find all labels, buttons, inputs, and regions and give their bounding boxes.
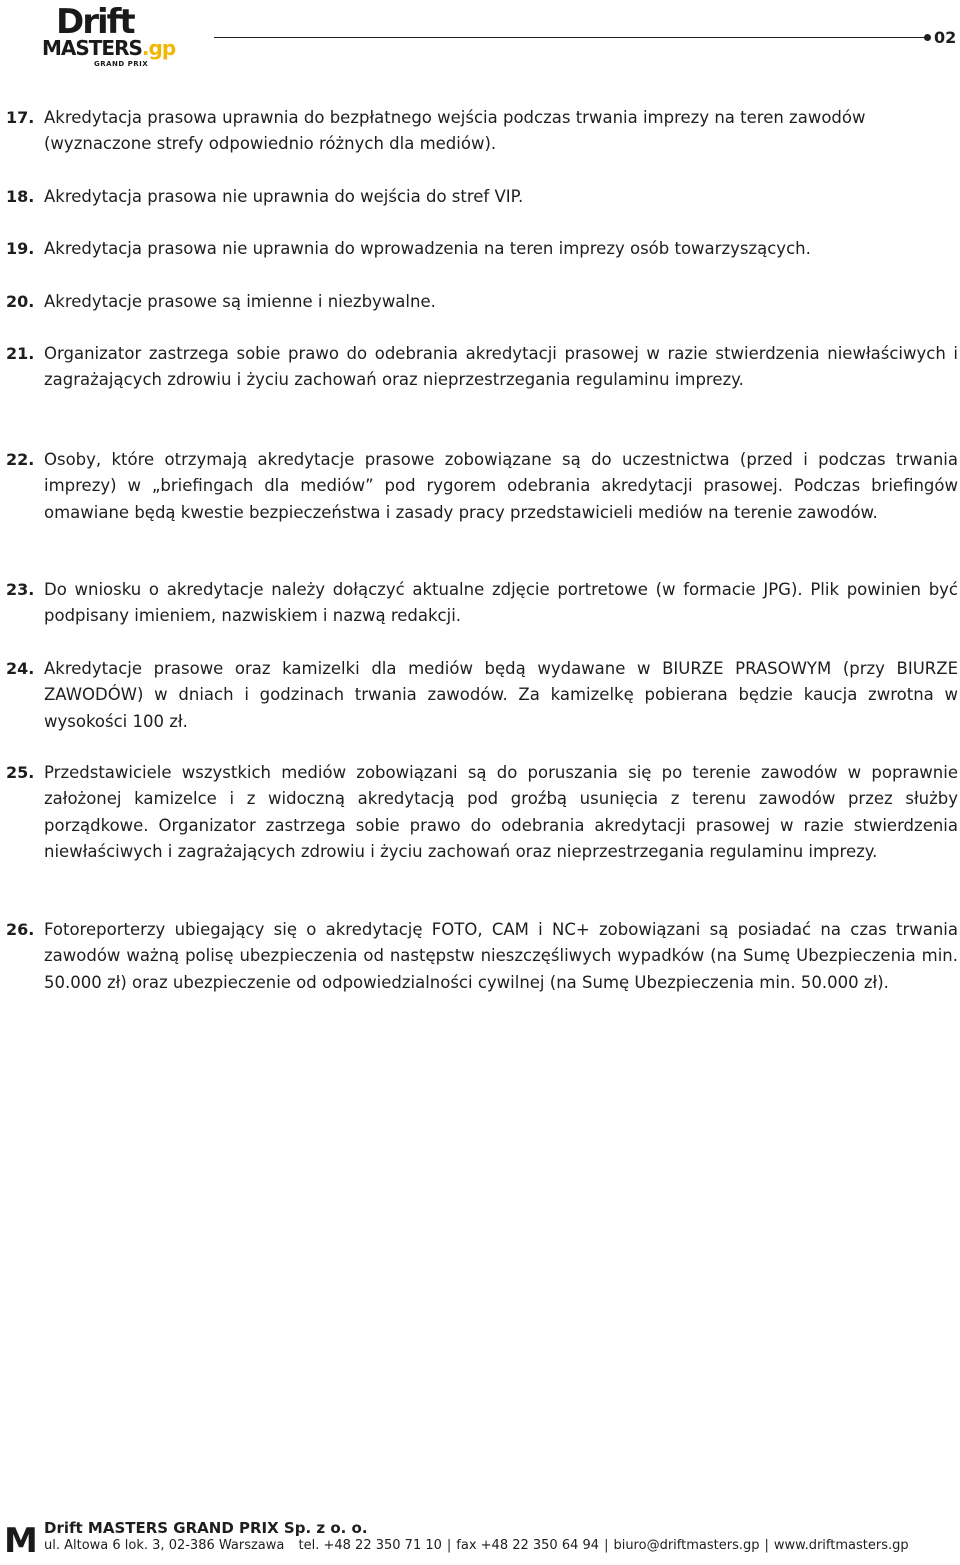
item-number: 26. [6,920,35,939]
header-divider-dot [924,34,931,41]
item-text: Akredytacje prasowe oraz kamizelki dla mediów będą wydawane w BIURZE PRASOWYM (przy BIURZE ZAWODÓW) w dniach i godzinach trwania zawodów. Za kamizelkę pobierana będzie kaucja zwrotna w wysokości 100 zł. [44,659,958,731]
item-number: 22. [6,450,35,469]
item-number: 17. [6,108,35,127]
item-text: Przedstawiciele wszystkich mediów zobowiązani są do poruszania się po terenie zawodów w poprawnie założonej kamizelce i z widoczną akredytacją pod groźbą usunięcia z terenu zawodów przez służby porządkowe. Organizator zastrzega sobie prawo do odebrania akredytacji prasowej w razie stwierdzenia niewłaściwych i zagrażających zdrowiu i życiu zachowań oraz nieprzestrzegania regulaminu imprezy. [44,763,958,861]
footer-website[interactable]: www.driftmasters.gp [773,1538,909,1553]
footer-contact-line [44,1537,909,1555]
footer-separator: | [764,1538,769,1553]
item-number: 23. [6,580,35,599]
item-number: 20. [6,292,35,311]
item-number: 19. [6,239,35,258]
footer-separator [284,1538,298,1553]
item-text: Akredytacja prasowa nie uprawnia do wprowadzenia na teren imprezy osób towarzyszących. [44,239,811,258]
item-text: Akredytacja prasowa nie uprawnia do wejścia do stref VIP. [44,187,524,206]
item-text: Organizator zastrzega sobie prawo do odebrania akredytacji prasowej w razie stwierdzenia niewłaściwych i zagrażających zdrowiu i życiu zachowań oraz nieprzestrzegania regulaminu imprezy. [44,344,958,390]
item-text: Akredytacje prasowe są imienne i niezbywalne. [44,292,436,311]
item-number: 24. [6,659,35,678]
logo-masters-word: MASTERS [42,36,142,60]
logo-grand-prix-text: GRAND PRIX [94,60,149,68]
item-text: Osoby, które otrzymają akredytacje prasowe zobowiązane są do uczestnictwa (przed i podczas trwania imprezy) w „briefingach dla mediów” pod rygorem odebrania akredytacji prasowej. Podczas briefingów omawiane będą kwestie bezpieczeństwa i zasady pracy przedstawicieli mediów na terenie zawodów. [44,450,958,522]
drift-masters-logo [42,2,188,68]
footer-email[interactable]: biuro@driftmasters.gp [613,1538,760,1553]
item-number: 21. [6,344,35,363]
logo-drift-text: Drift [56,2,134,42]
item-number: 25. [6,763,35,782]
footer-company-name: Drift MASTERS GRAND PRIX Sp. z o. o. [44,1519,368,1537]
page-header [0,0,960,80]
item-text: Fotoreporterzy ubiegający się o akredytację FOTO, CAM i NC+ zobowiązani są posiadać na czas trwania zawodów ważną polisę ubezpieczenia od następstw nieszczęśliwych wypadków (na Sumę Ubezpieczenia min. 50.000 zł) oraz ubezpieczenie od odpowiedzialności cywilnej (na Sumę Ubezpieczenia min. 50.000 zł). [44,920,958,992]
logo-gp-suffix: .gp [141,36,176,60]
page-footer [0,1516,960,1565]
footer-fax: fax +48 22 350 64 94 [456,1538,600,1553]
footer-phone: tel. +48 22 350 71 10 [298,1538,442,1553]
footer-separator: | [446,1538,452,1553]
item-text: Akredytacja prasowa uprawnia do bezpłatnego wejścia podczas trwania imprezy na teren zawodów (wyznaczone strefy odpowiednio różnych dla mediów). [44,108,866,154]
header-divider [214,37,926,38]
footer-address: ul. Altowa 6 lok. 3, 02-386 Warszawa [44,1538,285,1553]
item-number: 18. [6,187,35,206]
page-number: 02 [934,28,957,47]
logo-masters-text [42,37,175,59]
footer-separator: | [604,1538,609,1553]
item-text: Do wniosku o akredytacje należy dołączyć aktualne zdjęcie portretowe (w formacie JPG). Plik powinien być podpisany imieniem, nazwiskiem i nazwą redakcji. [44,580,958,626]
footer-logo: M [4,1521,35,1561]
